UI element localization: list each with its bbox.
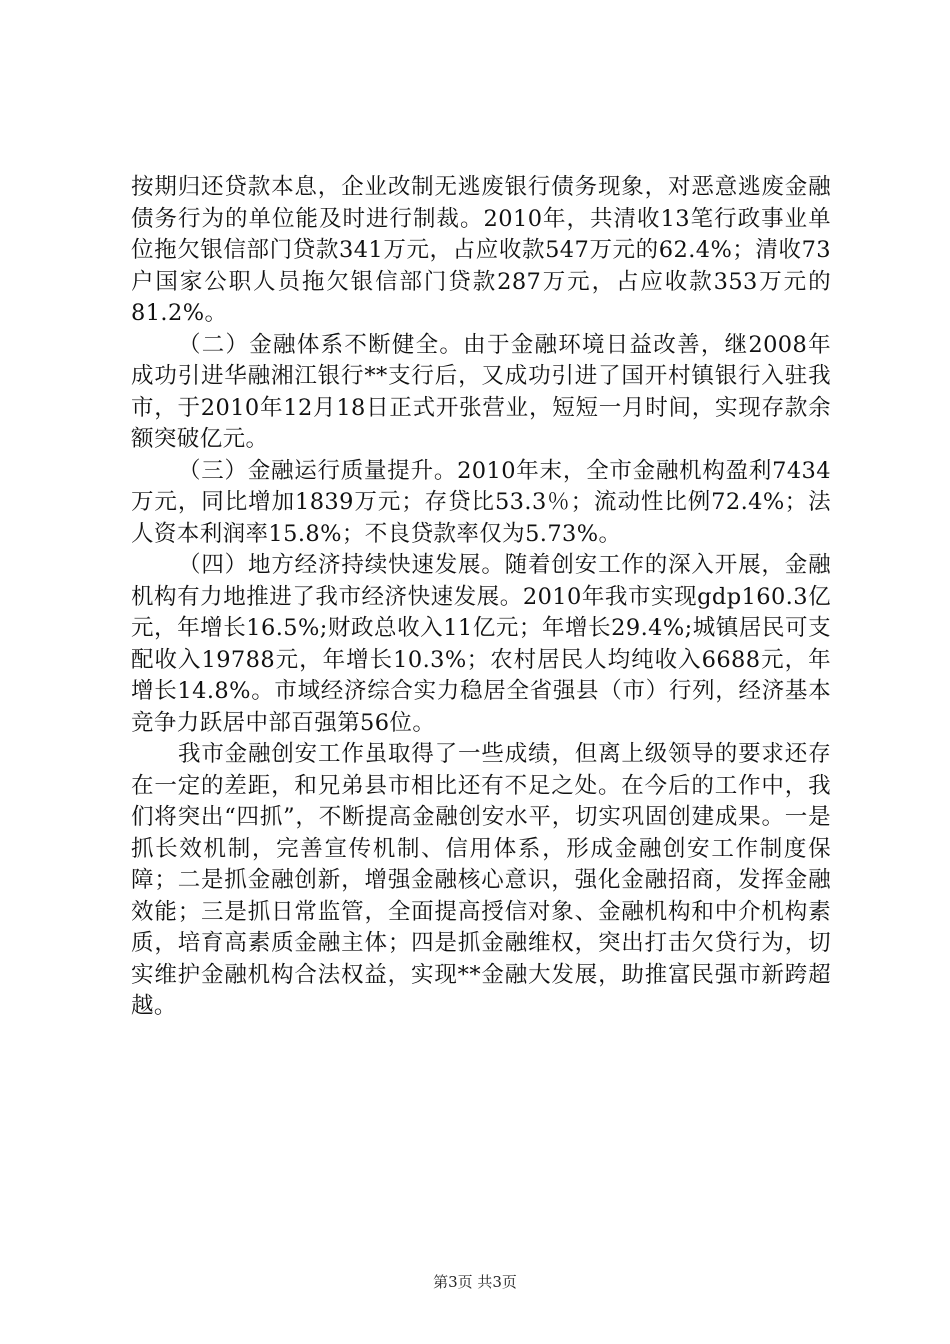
paragraph-local-economy: （四）地方经济持续快速发展。随着创安工作的深入开展，金融机构有力地推进了我市经济快速发展。2010年我市实现gdp160.3亿元，年增长16.5%;财政总收入11亿元；年增长29.4%;城镇居民可支配收入19788元，年增长10.3%；农村居民人均纯收入6688元，年增长14.8%。市域经济综合实力稳居全省强县（市）行列，经济基本竞争力跃居中部百强第56位。 (131, 552, 831, 736)
paragraph-operation-quality: （三）金融运行质量提升。2010年末，全市金融机构盈利7434万元，同比增加1839万元；存贷比53.3％；流动性比例72.4%；法人资本利润率15.8%；不良贷款率仅为5.73%。 (131, 457, 831, 547)
paragraph-future-work: 我市金融创安工作虽取得了一些成绩，但离上级领导的要求还存在一定的差距，和兄弟县市相比还有不足之处。在今后的工作中，我们将突出“四抓”，不断提高金融创安水平，切实巩固创建成果。一是抓长效机制，完善宣传机制、信用体系，形成金融创安工作制度保障；二是抓金融创新，增强金融核心意识，强化金融招商，发挥金融效能；三是抓日常监管，全面提高授信对象、金融机构和中介机构素质，培育高素质金融主体；四是抓金融维权，突出打击欠贷行为，切实维护金融机构合法权益，实现**金融大发展，助推富民强市新跨超越。 (131, 741, 831, 1019)
paragraph-financial-system: （二）金融体系不断健全。由于金融环境日益改善，继2008年成功引进华融湘江银行**支行后，又成功引进了国开村镇银行入驻我市，于2010年12月18日正式开张营业，短短一月时间，实现存款余额突破亿元。 (131, 331, 831, 452)
paragraph-continuation: 按期归还贷款本息，企业改制无逃废银行债务现象，对恶意逃废金融债务行为的单位能及时进行制裁。2010年，共清收13笔行政事业单位拖欠银信部门贷款341万元，占应收款547万元的62.4%；清收73户国家公职人员拖欠银信部门贷款287万元，占应收款353万元的81.2%。 (131, 174, 831, 326)
document-body (131, 172, 831, 1023)
page-footer: 第3页 共3页 (433, 1273, 517, 1291)
